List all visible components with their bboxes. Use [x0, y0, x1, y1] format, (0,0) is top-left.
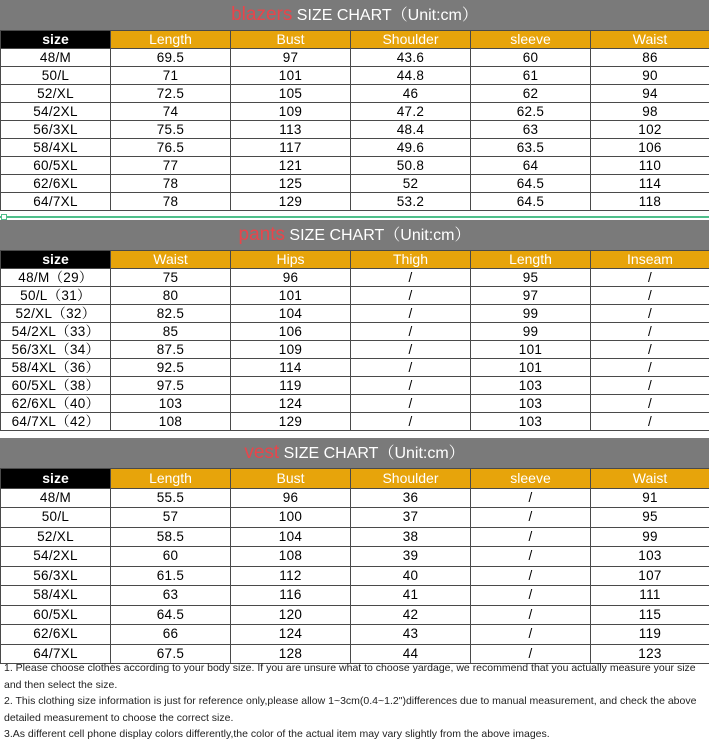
table-cell: 58.5: [111, 527, 231, 547]
size-cell: 50/L: [1, 67, 111, 85]
table-cell: 106: [231, 323, 351, 341]
size-cell: 62/6XL: [1, 625, 111, 645]
table-cell: 121: [231, 157, 351, 175]
vest-title-bar: [0, 438, 709, 468]
table-cell: 96: [231, 269, 351, 287]
table-cell: 107: [591, 566, 709, 586]
table-cell: 69.5: [111, 49, 231, 67]
table-cell: 101: [471, 341, 591, 359]
table-cell: 75: [111, 269, 231, 287]
table-cell: 111: [591, 586, 709, 606]
table-cell: /: [591, 377, 709, 395]
table-cell: 103: [111, 395, 231, 413]
blazers-header-length: Length: [111, 31, 231, 49]
table-row: [1, 287, 709, 305]
table-row: [1, 605, 709, 625]
table-cell: 64: [471, 157, 591, 175]
table-cell: 38: [351, 527, 471, 547]
size-cell: 50/L: [1, 508, 111, 528]
table-cell: /: [351, 323, 471, 341]
table-cell: 99: [471, 305, 591, 323]
table-cell: 60: [111, 547, 231, 567]
table-cell: /: [471, 566, 591, 586]
table-cell: 57: [111, 508, 231, 528]
table-cell: 72.5: [111, 85, 231, 103]
table-row: [1, 67, 709, 85]
blazers-header-shoulder: Shoulder: [351, 31, 471, 49]
blazers-title: SIZE CHART（Unit:cm）: [292, 7, 478, 24]
table-cell: 52: [351, 175, 471, 193]
table-cell: 115: [591, 605, 709, 625]
table-cell: 95: [471, 269, 591, 287]
table-cell: 97: [231, 49, 351, 67]
vest-title: SIZE CHART（Unit:cm）: [279, 445, 465, 462]
table-cell: 40: [351, 566, 471, 586]
table-cell: 101: [471, 359, 591, 377]
table-cell: 74: [111, 103, 231, 121]
table-cell: 97: [471, 287, 591, 305]
table-cell: 106: [591, 139, 709, 157]
table-cell: /: [591, 395, 709, 413]
table-cell: 118: [591, 193, 709, 211]
pants-header-size: size: [1, 251, 111, 269]
table-cell: 67.5: [111, 644, 231, 664]
table-cell: 105: [231, 85, 351, 103]
size-cell: 62/6XL（40）: [1, 395, 111, 413]
size-cell: 62/6XL: [1, 175, 111, 193]
table-cell: 108: [111, 413, 231, 431]
pants-table: [0, 250, 709, 431]
table-cell: 117: [231, 139, 351, 157]
blazers-header-size: size: [1, 31, 111, 49]
pants-title: SIZE CHART（Unit:cm）: [284, 227, 471, 244]
table-cell: 43: [351, 625, 471, 645]
table-cell: 97.5: [111, 377, 231, 395]
table-cell: 114: [231, 359, 351, 377]
table-cell: 61: [471, 67, 591, 85]
note-2: 2. This clothing size information is just for reference only,please allow 1~3cm(0.4~1.2")differences due to manual measurement, and check the above detailed measurement to choose the correct size.: [4, 695, 697, 724]
table-cell: 80: [111, 287, 231, 305]
table-cell: 87.5: [111, 341, 231, 359]
table-cell: 62.5: [471, 103, 591, 121]
table-cell: /: [351, 305, 471, 323]
table-row: [1, 547, 709, 567]
table-cell: 98: [591, 103, 709, 121]
table-cell: /: [471, 644, 591, 664]
table-row: [1, 305, 709, 323]
table-cell: 120: [231, 605, 351, 625]
table-cell: 99: [471, 323, 591, 341]
table-cell: 110: [591, 157, 709, 175]
table-cell: /: [471, 527, 591, 547]
table-row: [1, 193, 709, 211]
table-row: [1, 377, 709, 395]
table-row: [1, 139, 709, 157]
table-cell: 95: [591, 508, 709, 528]
size-cell: 58/4XL: [1, 139, 111, 157]
table-cell: 55.5: [111, 488, 231, 508]
table-cell: /: [351, 377, 471, 395]
table-cell: 91: [591, 488, 709, 508]
size-cell: 60/5XL: [1, 605, 111, 625]
note-3: 3.As different cell phone display colors differently,the color of the actual item may vary slightly from the above images.: [4, 728, 550, 741]
table-cell: /: [351, 413, 471, 431]
table-cell: 108: [231, 547, 351, 567]
table-cell: 66: [111, 625, 231, 645]
vest-table: [0, 468, 709, 664]
vest-header-bust: Bust: [231, 469, 351, 489]
size-cell: 64/7XL: [1, 644, 111, 664]
table-cell: 129: [231, 193, 351, 211]
table-cell: /: [591, 269, 709, 287]
size-cell: 54/2XL: [1, 547, 111, 567]
blazers-title-bar: [0, 0, 709, 30]
size-cell: 56/3XL: [1, 121, 111, 139]
pants-header-hips: Hips: [231, 251, 351, 269]
table-cell: 53.2: [351, 193, 471, 211]
table-cell: 77: [111, 157, 231, 175]
table-cell: 71: [111, 67, 231, 85]
table-cell: /: [591, 359, 709, 377]
vest-header-length: Length: [111, 469, 231, 489]
table-cell: 114: [591, 175, 709, 193]
vest-header-shoulder: Shoulder: [351, 469, 471, 489]
table-cell: /: [591, 323, 709, 341]
table-cell: /: [351, 341, 471, 359]
size-cell: 58/4XL: [1, 586, 111, 606]
table-row: [1, 103, 709, 121]
blazers-header-sleeve: sleeve: [471, 31, 591, 49]
blazers-title-prefix: blazers: [231, 4, 293, 25]
blazers-table-body: [1, 49, 709, 211]
table-cell: 60: [471, 49, 591, 67]
size-cell: 52/XL（32）: [1, 305, 111, 323]
table-cell: 48.4: [351, 121, 471, 139]
table-cell: 100: [231, 508, 351, 528]
table-cell: 109: [231, 341, 351, 359]
table-row: [1, 508, 709, 528]
table-row: [1, 121, 709, 139]
table-cell: 119: [591, 625, 709, 645]
table-cell: 63.5: [471, 139, 591, 157]
table-cell: 103: [471, 377, 591, 395]
table-row: [1, 49, 709, 67]
table-cell: /: [471, 625, 591, 645]
table-cell: /: [591, 413, 709, 431]
table-row: [1, 586, 709, 606]
table-cell: 103: [471, 395, 591, 413]
table-cell: 43.6: [351, 49, 471, 67]
table-row: [1, 157, 709, 175]
table-cell: /: [471, 605, 591, 625]
table-cell: 78: [111, 193, 231, 211]
table-cell: /: [471, 508, 591, 528]
table-row: [1, 625, 709, 645]
table-cell: 124: [231, 625, 351, 645]
table-cell: /: [351, 269, 471, 287]
table-cell: 82.5: [111, 305, 231, 323]
table-cell: 41: [351, 586, 471, 606]
table-cell: /: [351, 359, 471, 377]
pants-section: [0, 220, 709, 431]
pants-title-prefix: pants: [238, 224, 285, 245]
size-cell: 52/XL: [1, 85, 111, 103]
table-cell: 63: [111, 586, 231, 606]
size-cell: 64/7XL（42）: [1, 413, 111, 431]
table-cell: 119: [231, 377, 351, 395]
table-row: [1, 175, 709, 193]
note-1: 1. Please choose clothes according to your body size. If you are unsure what to choose yardage, we recommend that you actually measure your size and then select the size.: [4, 662, 696, 691]
table-row: [1, 566, 709, 586]
table-cell: 101: [231, 67, 351, 85]
table-cell: 62: [471, 85, 591, 103]
table-cell: 104: [231, 527, 351, 547]
table-cell: 125: [231, 175, 351, 193]
table-cell: 116: [231, 586, 351, 606]
pants-header-thigh: Thigh: [351, 251, 471, 269]
pants-title-bar: [0, 220, 709, 250]
table-cell: 129: [231, 413, 351, 431]
size-cell: 52/XL: [1, 527, 111, 547]
table-cell: 101: [231, 287, 351, 305]
pants-header-row: [1, 251, 709, 269]
table-cell: /: [351, 287, 471, 305]
pants-table-body: [1, 269, 709, 431]
table-cell: 113: [231, 121, 351, 139]
table-cell: 75.5: [111, 121, 231, 139]
table-cell: /: [351, 395, 471, 413]
table-cell: 64.5: [471, 193, 591, 211]
table-row: [1, 323, 709, 341]
table-row: [1, 359, 709, 377]
table-cell: 104: [231, 305, 351, 323]
table-cell: 103: [471, 413, 591, 431]
table-cell: 92.5: [111, 359, 231, 377]
vest-header-waist: Waist: [591, 469, 709, 489]
size-cell: 56/3XL: [1, 566, 111, 586]
table-cell: 64.5: [471, 175, 591, 193]
table-cell: 103: [591, 547, 709, 567]
table-cell: 42: [351, 605, 471, 625]
pants-header-inseam: Inseam: [591, 251, 709, 269]
pants-header-waist: Waist: [111, 251, 231, 269]
blazers-header-row: [1, 31, 709, 49]
blazers-header-waist: Waist: [591, 31, 709, 49]
blazers-section: [0, 0, 709, 211]
table-cell: 128: [231, 644, 351, 664]
table-cell: 46: [351, 85, 471, 103]
table-cell: 86: [591, 49, 709, 67]
table-row: [1, 413, 709, 431]
table-row: [1, 341, 709, 359]
table-row: [1, 269, 709, 287]
table-row: [1, 395, 709, 413]
size-cell: 60/5XL: [1, 157, 111, 175]
pants-header-length: Length: [471, 251, 591, 269]
table-cell: /: [591, 305, 709, 323]
size-cell: 48/M: [1, 488, 111, 508]
blazers-table: [0, 30, 709, 211]
size-cell: 54/2XL: [1, 103, 111, 121]
table-row: [1, 527, 709, 547]
table-row: [1, 488, 709, 508]
table-cell: /: [591, 287, 709, 305]
table-cell: 123: [591, 644, 709, 664]
table-cell: 96: [231, 488, 351, 508]
vest-title-prefix: vest: [244, 442, 280, 463]
size-notes: [4, 660, 706, 743]
size-cell: 48/M（29）: [1, 269, 111, 287]
size-cell: 58/4XL（36）: [1, 359, 111, 377]
table-cell: 112: [231, 566, 351, 586]
size-cell: 56/3XL（34）: [1, 341, 111, 359]
vest-header-size: size: [1, 469, 111, 489]
table-cell: /: [471, 586, 591, 606]
size-cell: 50/L（31）: [1, 287, 111, 305]
table-cell: 36: [351, 488, 471, 508]
blazers-header-bust: Bust: [231, 31, 351, 49]
size-cell: 48/M: [1, 49, 111, 67]
separator-line: [0, 216, 709, 218]
table-cell: 49.6: [351, 139, 471, 157]
table-cell: 124: [231, 395, 351, 413]
table-cell: 47.2: [351, 103, 471, 121]
table-cell: 63: [471, 121, 591, 139]
table-cell: 37: [351, 508, 471, 528]
table-cell: 50.8: [351, 157, 471, 175]
table-cell: 39: [351, 547, 471, 567]
table-cell: 94: [591, 85, 709, 103]
table-cell: 99: [591, 527, 709, 547]
table-cell: 78: [111, 175, 231, 193]
vest-header-row: [1, 469, 709, 489]
table-cell: 64.5: [111, 605, 231, 625]
size-cell: 60/5XL（38）: [1, 377, 111, 395]
size-cell: 64/7XL: [1, 193, 111, 211]
vest-header-sleeve: sleeve: [471, 469, 591, 489]
size-cell: 54/2XL（33）: [1, 323, 111, 341]
table-cell: 85: [111, 323, 231, 341]
table-cell: 61.5: [111, 566, 231, 586]
table-cell: /: [471, 488, 591, 508]
table-cell: 76.5: [111, 139, 231, 157]
table-cell: /: [471, 547, 591, 567]
table-cell: /: [591, 341, 709, 359]
table-cell: 109: [231, 103, 351, 121]
table-cell: 90: [591, 67, 709, 85]
table-cell: 102: [591, 121, 709, 139]
table-row: [1, 85, 709, 103]
table-cell: 44: [351, 644, 471, 664]
table-cell: 44.8: [351, 67, 471, 85]
vest-table-body: [1, 488, 709, 664]
vest-section: [0, 438, 709, 664]
